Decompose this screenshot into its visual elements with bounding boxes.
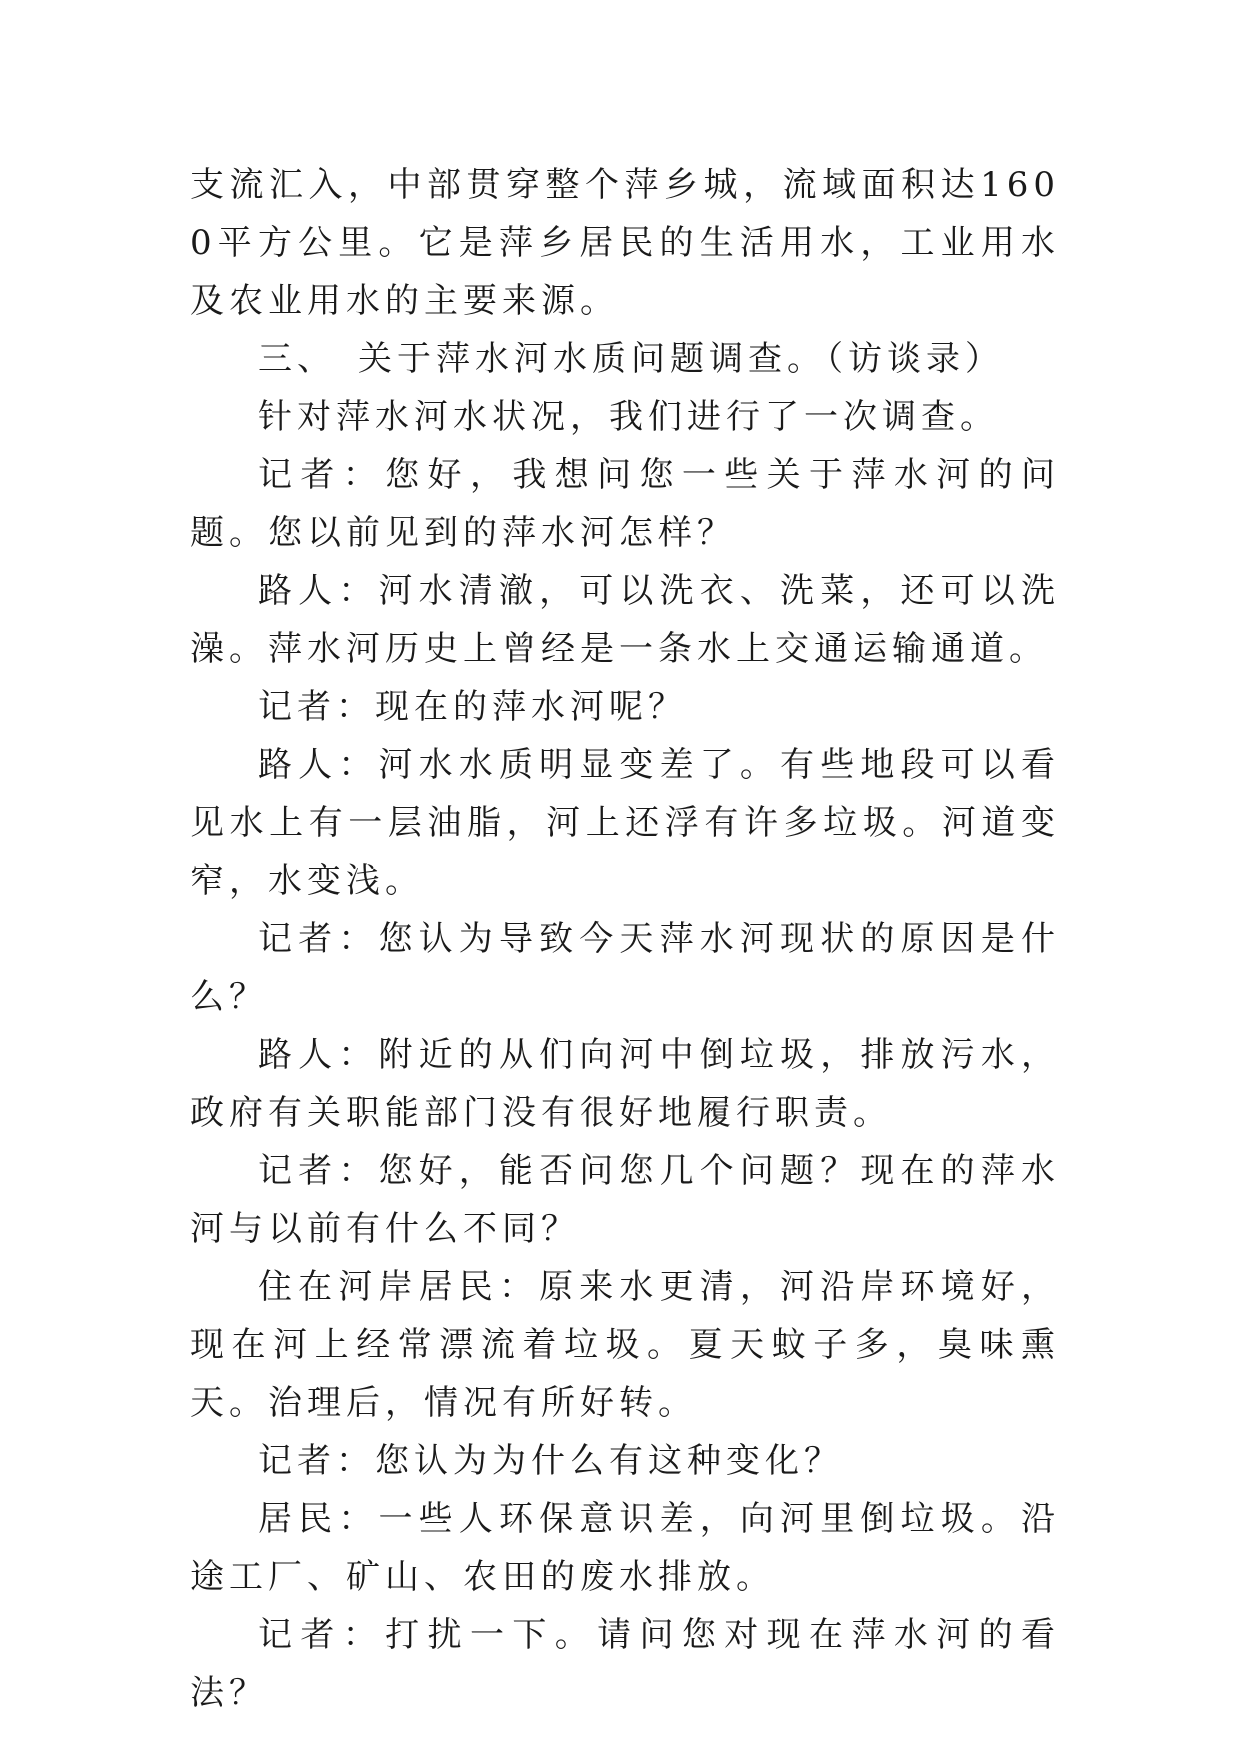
document-body — [190, 156, 1060, 1722]
interview-line: 记者：现在的萍水河呢？ — [258, 687, 687, 727]
interview-line: 记者：您认为为什么有这种变化？ — [258, 1441, 843, 1481]
paragraph-survey-intro: 针对萍水河水状况，我们进行了一次调查。 — [258, 397, 999, 437]
interview-line: 路人：河水清澈，可以洗衣、洗菜，还可以洗澡。萍水河历史上曾经是一条水上交通运输通道。 — [190, 571, 1060, 669]
interview-line: 记者：您认为导致今天萍水河现状的原因是什么？ — [190, 919, 1060, 1017]
section-heading: 三、 关于萍水河水质问题调查。（访谈录） — [258, 339, 1004, 379]
interview-line: 记者：您好，能否问您几个问题？现在的萍水河与以前有什么不同？ — [190, 1151, 1060, 1249]
interview-line: 记者：您好，我想问您一些关于萍水河的问题。您以前见到的萍水河怎样？ — [190, 455, 1060, 553]
interview-line: 居民：一些人环保意识差，向河里倒垃圾。沿途工厂、矿山、农田的废水排放。 — [190, 1499, 1060, 1597]
interview-line: 住在河岸居民：原来水更清，河沿岸环境好，现在河上经常漂流着垃圾。夏天蚊子多，臭味熏天。治理后，情况有所好转。 — [190, 1267, 1060, 1423]
interview-line: 记者：打扰一下。请问您对现在萍水河的看法？ — [190, 1615, 1060, 1713]
paragraph-intro-continuation: 支流汇入，中部贯穿整个萍乡城，流域面积达1600平方公里。它是萍乡居民的生活用水，工业用水及农业用水的主要来源。 — [190, 165, 1060, 321]
interview-line: 路人：河水水质明显变差了。有些地段可以看见水上有一层油脂，河上还浮有许多垃圾。河道变窄，水变浅。 — [190, 745, 1060, 901]
interview-line: 路人：附近的从们向河中倒垃圾，排放污水，政府有关职能部门没有很好地履行职责。 — [190, 1035, 1060, 1133]
